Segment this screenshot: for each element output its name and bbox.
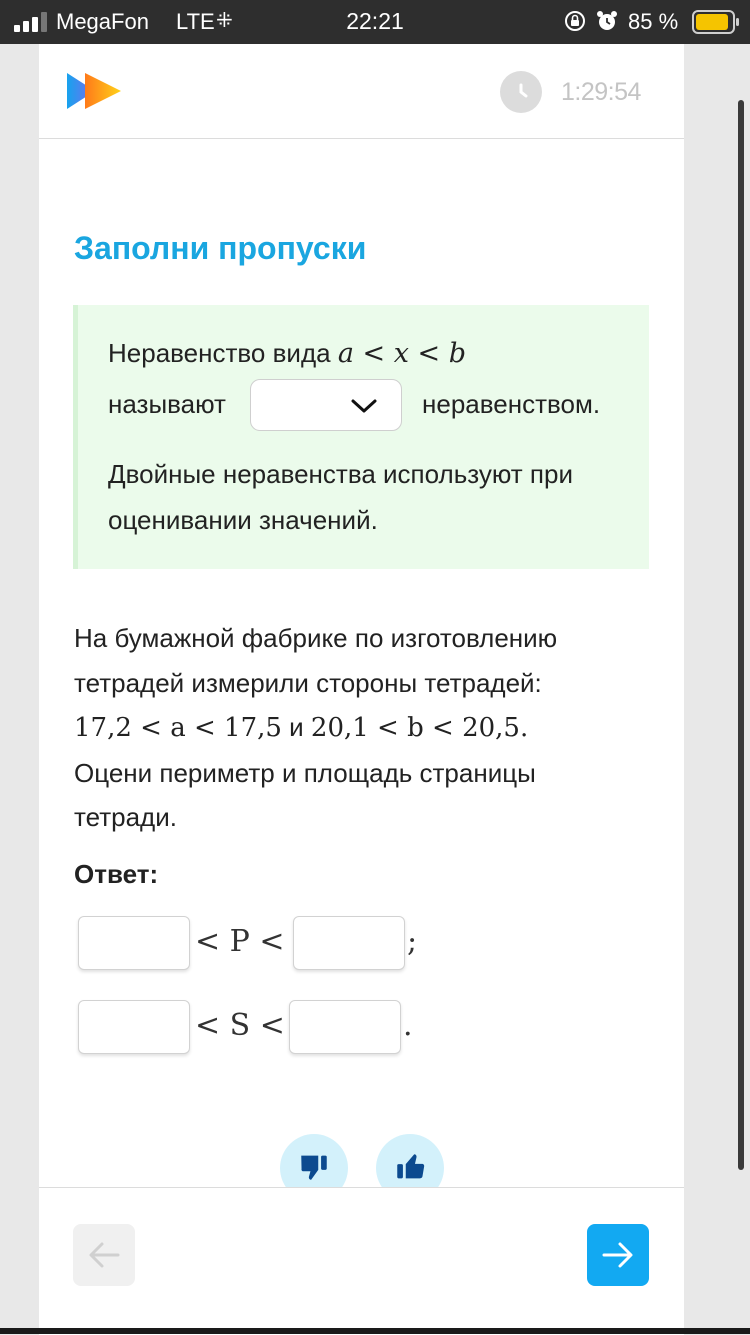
next-button[interactable]: [587, 1224, 649, 1286]
thumbs-down-icon: [297, 1150, 331, 1184]
task-header: [39, 44, 684, 139]
home-indicator: [0, 1328, 750, 1334]
perimeter-end: ;: [407, 924, 418, 959]
arrow-left-icon: [88, 1241, 120, 1269]
hint-text2: Двойные неравенства используют при оценивании значений.: [108, 459, 573, 535]
back-button[interactable]: [73, 1224, 135, 1286]
area-lower-input[interactable]: [78, 1000, 190, 1054]
status-time: 22:21: [346, 8, 404, 34]
perimeter-relation: < P <: [195, 924, 285, 959]
problem-line1: На бумажной фабрике по изготовлению тетрадей измерили стороны тетрадей:: [74, 623, 558, 698]
chevron-down-icon: [349, 396, 379, 416]
hint-called-text: называют: [108, 389, 226, 419]
hint-line1: [108, 338, 466, 369]
problem-math-a: 17,2 < a < 17,5: [74, 713, 282, 743]
navigation-footer: [39, 1187, 684, 1335]
play-logo-icon[interactable]: [65, 70, 123, 112]
scrollbar[interactable]: [738, 100, 744, 1170]
hint-box: [73, 305, 649, 569]
inequality-type-dropdown[interactable]: [250, 379, 402, 431]
area-upper-input[interactable]: [289, 1000, 401, 1054]
battery-percent: 85 %: [628, 9, 679, 34]
problem-text: [74, 616, 644, 840]
battery-icon: [692, 10, 740, 34]
rotation-lock-icon: [564, 10, 586, 32]
perimeter-lower-input[interactable]: [78, 916, 190, 970]
answer-label: Ответ:: [74, 859, 159, 889]
carrier-name: MegaFon: [56, 9, 149, 34]
clock-icon: [500, 71, 542, 113]
task-title: Заполни пропуски: [74, 230, 367, 266]
problem-question: Оцени периметр и площадь страницы тетради.: [74, 757, 536, 832]
perimeter-upper-input[interactable]: [293, 916, 405, 970]
area-relation: < S <: [195, 1008, 285, 1043]
problem-math-b: 20,1 < b < 20,5.: [310, 713, 529, 743]
activity-spinner-icon: ⁜: [216, 10, 233, 32]
hint-line1-math: a < x < b: [337, 338, 466, 369]
network-type: LTE: [176, 9, 215, 34]
status-bar: [0, 0, 750, 44]
timer: 1:29:54: [561, 78, 641, 106]
problem-conj: и: [281, 712, 311, 742]
alarm-icon: [596, 10, 618, 32]
task-card: [39, 44, 684, 1334]
arrow-right-icon: [602, 1241, 634, 1269]
area-end: .: [403, 1008, 413, 1043]
hint-after-dropdown: неравенством.: [422, 389, 601, 419]
hint-line1-text: Неравенство вида: [108, 338, 338, 368]
thumbs-up-icon: [393, 1150, 427, 1184]
